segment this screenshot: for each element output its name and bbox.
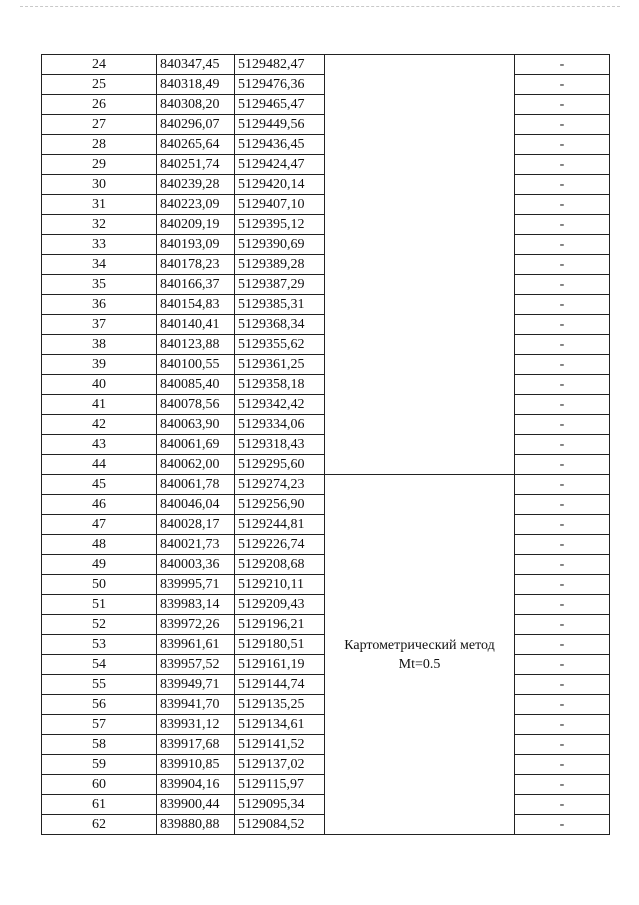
point-number-cell: 61 [42, 795, 157, 815]
table-row [42, 475, 610, 495]
y-coordinate-cell: 5129368,34 [235, 315, 325, 335]
x-coordinate-cell: 839941,70 [157, 695, 235, 715]
table-row [42, 55, 610, 75]
x-coordinate-cell: 839995,71 [157, 575, 235, 595]
x-coordinate-cell: 839983,14 [157, 595, 235, 615]
accuracy-value-cell: - [515, 795, 610, 815]
point-number-cell: 54 [42, 655, 157, 675]
x-coordinate-cell: 840085,40 [157, 375, 235, 395]
accuracy-value-cell: - [515, 175, 610, 195]
y-coordinate-cell: 5129244,81 [235, 515, 325, 535]
accuracy-value-cell: - [515, 75, 610, 95]
y-coordinate-cell: 5129424,47 [235, 155, 325, 175]
y-coordinate-cell: 5129476,36 [235, 75, 325, 95]
accuracy-value-cell: - [515, 255, 610, 275]
x-coordinate-cell: 840061,69 [157, 435, 235, 455]
y-coordinate-cell: 5129135,25 [235, 695, 325, 715]
point-number-cell: 32 [42, 215, 157, 235]
y-coordinate-cell: 5129084,52 [235, 815, 325, 835]
y-coordinate-cell: 5129134,61 [235, 715, 325, 735]
accuracy-value-cell: - [515, 415, 610, 435]
x-coordinate-cell: 840265,64 [157, 135, 235, 155]
point-number-cell: 45 [42, 475, 157, 495]
scan-top-edge [20, 6, 620, 7]
y-coordinate-cell: 5129355,62 [235, 335, 325, 355]
y-coordinate-cell: 5129385,31 [235, 295, 325, 315]
y-coordinate-cell: 5129318,43 [235, 435, 325, 455]
point-number-cell: 28 [42, 135, 157, 155]
y-coordinate-cell: 5129482,47 [235, 55, 325, 75]
point-number-cell: 44 [42, 455, 157, 475]
y-coordinate-cell: 5129196,21 [235, 615, 325, 635]
point-number-cell: 36 [42, 295, 157, 315]
method-name: Картометрический метод [344, 637, 495, 653]
x-coordinate-cell: 839904,16 [157, 775, 235, 795]
accuracy-value-cell: - [515, 635, 610, 655]
accuracy-value-cell: - [515, 755, 610, 775]
y-coordinate-cell: 5129144,74 [235, 675, 325, 695]
point-number-cell: 58 [42, 735, 157, 755]
x-coordinate-cell: 840061,78 [157, 475, 235, 495]
x-coordinate-cell: 839900,44 [157, 795, 235, 815]
x-coordinate-cell: 840318,49 [157, 75, 235, 95]
coordinates-table [41, 54, 610, 835]
point-number-cell: 24 [42, 55, 157, 75]
coordinates-table-body [42, 55, 610, 835]
accuracy-value-cell: - [515, 475, 610, 495]
y-coordinate-cell: 5129295,60 [235, 455, 325, 475]
x-coordinate-cell: 840028,17 [157, 515, 235, 535]
y-coordinate-cell: 5129389,28 [235, 255, 325, 275]
accuracy-value-cell: - [515, 395, 610, 415]
y-coordinate-cell: 5129449,56 [235, 115, 325, 135]
accuracy-value-cell: - [515, 315, 610, 335]
point-number-cell: 37 [42, 315, 157, 335]
y-coordinate-cell: 5129436,45 [235, 135, 325, 155]
point-number-cell: 49 [42, 555, 157, 575]
point-number-cell: 53 [42, 635, 157, 655]
y-coordinate-cell: 5129395,12 [235, 215, 325, 235]
x-coordinate-cell: 840209,19 [157, 215, 235, 235]
x-coordinate-cell: 839910,85 [157, 755, 235, 775]
accuracy-value-cell: - [515, 375, 610, 395]
y-coordinate-cell: 5129226,74 [235, 535, 325, 555]
x-coordinate-cell: 840140,41 [157, 315, 235, 335]
accuracy-value-cell: - [515, 215, 610, 235]
x-coordinate-cell: 840193,09 [157, 235, 235, 255]
accuracy-value-cell: - [515, 275, 610, 295]
accuracy-value-cell: - [515, 655, 610, 675]
accuracy-value-cell: - [515, 775, 610, 795]
accuracy-value-cell: - [515, 55, 610, 75]
point-number-cell: 25 [42, 75, 157, 95]
y-coordinate-cell: 5129465,47 [235, 95, 325, 115]
point-number-cell: 41 [42, 395, 157, 415]
accuracy-value-cell: - [515, 555, 610, 575]
method-accuracy: Mt=0.5 [398, 656, 441, 672]
accuracy-value-cell: - [515, 495, 610, 515]
x-coordinate-cell: 840062,00 [157, 455, 235, 475]
y-coordinate-cell: 5129390,69 [235, 235, 325, 255]
point-number-cell: 52 [42, 615, 157, 635]
y-coordinate-cell: 5129161,19 [235, 655, 325, 675]
accuracy-value-cell: - [515, 335, 610, 355]
x-coordinate-cell: 840100,55 [157, 355, 235, 375]
accuracy-value-cell: - [515, 295, 610, 315]
x-coordinate-cell: 839957,52 [157, 655, 235, 675]
point-number-cell: 31 [42, 195, 157, 215]
point-number-cell: 34 [42, 255, 157, 275]
accuracy-value-cell: - [515, 455, 610, 475]
y-coordinate-cell: 5129358,18 [235, 375, 325, 395]
x-coordinate-cell: 840046,04 [157, 495, 235, 515]
point-number-cell: 55 [42, 675, 157, 695]
y-coordinate-cell: 5129210,11 [235, 575, 325, 595]
point-number-cell: 30 [42, 175, 157, 195]
point-number-cell: 57 [42, 715, 157, 735]
point-number-cell: 26 [42, 95, 157, 115]
point-number-cell: 48 [42, 535, 157, 555]
accuracy-value-cell: - [515, 355, 610, 375]
x-coordinate-cell: 840078,56 [157, 395, 235, 415]
point-number-cell: 50 [42, 575, 157, 595]
x-coordinate-cell: 840123,88 [157, 335, 235, 355]
accuracy-value-cell: - [515, 575, 610, 595]
x-coordinate-cell: 840251,74 [157, 155, 235, 175]
accuracy-value-cell: - [515, 155, 610, 175]
point-number-cell: 39 [42, 355, 157, 375]
y-coordinate-cell: 5129141,52 [235, 735, 325, 755]
x-coordinate-cell: 840021,73 [157, 535, 235, 555]
x-coordinate-cell: 839949,71 [157, 675, 235, 695]
accuracy-value-cell: - [515, 595, 610, 615]
accuracy-value-cell: - [515, 815, 610, 835]
y-coordinate-cell: 5129361,25 [235, 355, 325, 375]
point-number-cell: 29 [42, 155, 157, 175]
y-coordinate-cell: 5129334,06 [235, 415, 325, 435]
accuracy-value-cell: - [515, 535, 610, 555]
y-coordinate-cell: 5129208,68 [235, 555, 325, 575]
accuracy-value-cell: - [515, 135, 610, 155]
x-coordinate-cell: 839961,61 [157, 635, 235, 655]
method-cell-empty [325, 55, 515, 475]
accuracy-value-cell: - [515, 515, 610, 535]
y-coordinate-cell: 5129387,29 [235, 275, 325, 295]
accuracy-value-cell: - [515, 95, 610, 115]
x-coordinate-cell: 840296,07 [157, 115, 235, 135]
x-coordinate-cell: 840178,23 [157, 255, 235, 275]
y-coordinate-cell: 5129420,14 [235, 175, 325, 195]
point-number-cell: 40 [42, 375, 157, 395]
accuracy-value-cell: - [515, 115, 610, 135]
accuracy-value-cell: - [515, 235, 610, 255]
point-number-cell: 62 [42, 815, 157, 835]
x-coordinate-cell: 840166,37 [157, 275, 235, 295]
method-cell [325, 475, 515, 835]
x-coordinate-cell: 840003,36 [157, 555, 235, 575]
x-coordinate-cell: 840154,83 [157, 295, 235, 315]
x-coordinate-cell: 840223,09 [157, 195, 235, 215]
point-number-cell: 59 [42, 755, 157, 775]
point-number-cell: 38 [42, 335, 157, 355]
x-coordinate-cell: 840063,90 [157, 415, 235, 435]
accuracy-value-cell: - [515, 715, 610, 735]
x-coordinate-cell: 840239,28 [157, 175, 235, 195]
accuracy-value-cell: - [515, 675, 610, 695]
point-number-cell: 43 [42, 435, 157, 455]
point-number-cell: 56 [42, 695, 157, 715]
y-coordinate-cell: 5129115,97 [235, 775, 325, 795]
y-coordinate-cell: 5129095,34 [235, 795, 325, 815]
point-number-cell: 33 [42, 235, 157, 255]
point-number-cell: 60 [42, 775, 157, 795]
accuracy-value-cell: - [515, 435, 610, 455]
x-coordinate-cell: 839917,68 [157, 735, 235, 755]
point-number-cell: 35 [42, 275, 157, 295]
y-coordinate-cell: 5129342,42 [235, 395, 325, 415]
x-coordinate-cell: 840308,20 [157, 95, 235, 115]
point-number-cell: 27 [42, 115, 157, 135]
accuracy-value-cell: - [515, 735, 610, 755]
y-coordinate-cell: 5129256,90 [235, 495, 325, 515]
x-coordinate-cell: 839880,88 [157, 815, 235, 835]
point-number-cell: 42 [42, 415, 157, 435]
y-coordinate-cell: 5129209,43 [235, 595, 325, 615]
accuracy-value-cell: - [515, 615, 610, 635]
x-coordinate-cell: 840347,45 [157, 55, 235, 75]
x-coordinate-cell: 839931,12 [157, 715, 235, 735]
accuracy-value-cell: - [515, 195, 610, 215]
y-coordinate-cell: 5129274,23 [235, 475, 325, 495]
point-number-cell: 47 [42, 515, 157, 535]
point-number-cell: 51 [42, 595, 157, 615]
y-coordinate-cell: 5129180,51 [235, 635, 325, 655]
point-number-cell: 46 [42, 495, 157, 515]
y-coordinate-cell: 5129407,10 [235, 195, 325, 215]
y-coordinate-cell: 5129137,02 [235, 755, 325, 775]
accuracy-value-cell: - [515, 695, 610, 715]
x-coordinate-cell: 839972,26 [157, 615, 235, 635]
